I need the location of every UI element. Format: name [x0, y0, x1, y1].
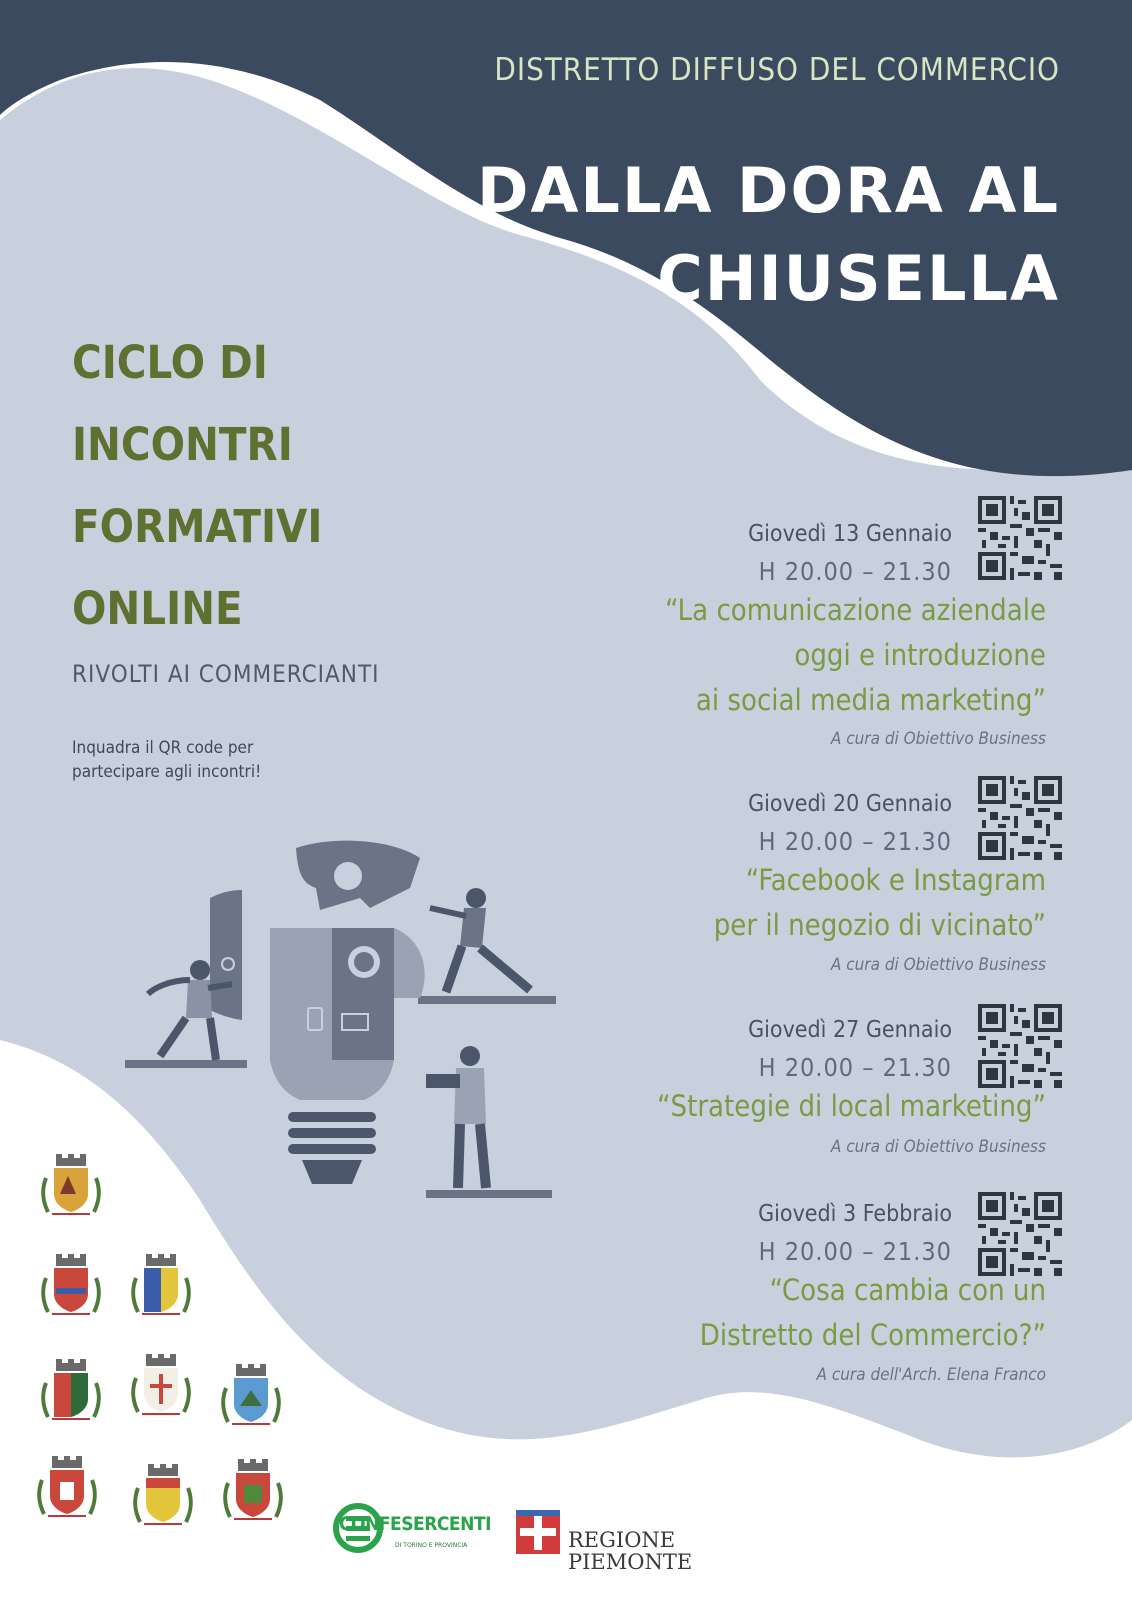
audience-subtitle: RIVOLTI AI COMMERCIANTI — [72, 660, 380, 688]
event-4-date: Giovedì 3 Febbraio — [758, 1201, 952, 1227]
event-1-title-line: oggi e introduzione — [794, 638, 1046, 672]
event-4-organizer: A cura dell'Arch. Elena Franco — [816, 1365, 1046, 1385]
event-2-time: H 20.00 – 21.30 — [758, 827, 952, 856]
event-1-time: H 20.00 – 21.30 — [758, 557, 952, 586]
event-3-date: Giovedì 27 Gennaio — [748, 1017, 952, 1043]
cycle-line-2: INCONTRI — [72, 418, 293, 471]
municipal-crest-icon — [130, 1460, 196, 1540]
qr-code-icon[interactable] — [978, 1192, 1062, 1276]
regione-piemonte-flag-icon — [516, 1510, 560, 1554]
main-title-line1: DALLA DORA AL — [476, 154, 1060, 227]
event-4-time: H 20.00 – 21.30 — [758, 1237, 952, 1266]
event-3-organizer: A cura di Obiettivo Business — [830, 1137, 1046, 1157]
event-2-title-line: per il negozio di vicinato” — [713, 908, 1046, 942]
municipal-crest-icon — [38, 1355, 104, 1435]
event-1-title-line: ai social media marketing” — [695, 683, 1046, 717]
event-3-title-line: “Strategie di local marketing” — [657, 1089, 1046, 1123]
event-2-date: Giovedì 20 Gennaio — [748, 791, 952, 817]
event-4-title-line: Distretto del Commercio?” — [699, 1318, 1046, 1352]
qr-code-icon[interactable] — [978, 1004, 1062, 1088]
regione-label-line1: REGIONE — [568, 1528, 676, 1552]
confesercenti-name: CONFESERCENTI — [339, 1513, 491, 1535]
event-3-time: H 20.00 – 21.30 — [758, 1053, 952, 1082]
municipal-crest-icon — [220, 1455, 286, 1535]
confesercenti-subtitle: DI TORINO E PROVINCIA — [395, 1542, 468, 1549]
event-2-title — [714, 858, 1046, 948]
qr-code-icon[interactable] — [978, 496, 1062, 580]
cycle-line-1: CICLO DI — [72, 336, 268, 389]
cycle-line-4: ONLINE — [72, 582, 243, 635]
qr-code-icon[interactable] — [978, 776, 1062, 860]
municipal-crest-icon — [38, 1250, 104, 1330]
municipal-crest-icon — [34, 1452, 100, 1532]
main-title-line2: CHIUSELLA — [657, 242, 1060, 315]
event-1-organizer: A cura di Obiettivo Business — [830, 729, 1046, 749]
municipal-crest-icon — [128, 1250, 194, 1330]
event-2-title-line: “Facebook e Instagram — [745, 863, 1046, 897]
event-4-title — [700, 1268, 1046, 1358]
municipal-crest-icon — [218, 1360, 284, 1440]
district-label: DISTRETTO DIFFUSO DEL COMMERCIO — [494, 52, 1060, 88]
event-1-title-line: “La comunicazione aziendale — [665, 593, 1046, 627]
municipal-crest-icon — [128, 1350, 194, 1430]
event-1-date: Giovedì 13 Gennaio — [748, 521, 952, 547]
regione-label-line2: PIEMONTE — [568, 1550, 693, 1574]
event-4-title-line: “Cosa cambia con un — [769, 1273, 1046, 1307]
qr-instruction: Inquadra il QR code per partecipare agli incontri! — [72, 738, 262, 782]
event-3-title — [657, 1084, 1046, 1129]
municipal-crest-icon — [38, 1150, 104, 1230]
cycle-line-3: FORMATIVI — [72, 500, 323, 553]
event-2-organizer: A cura di Obiettivo Business — [830, 955, 1046, 975]
event-1-title — [665, 588, 1046, 723]
lightbulb-puzzle-illustration — [120, 838, 560, 1218]
